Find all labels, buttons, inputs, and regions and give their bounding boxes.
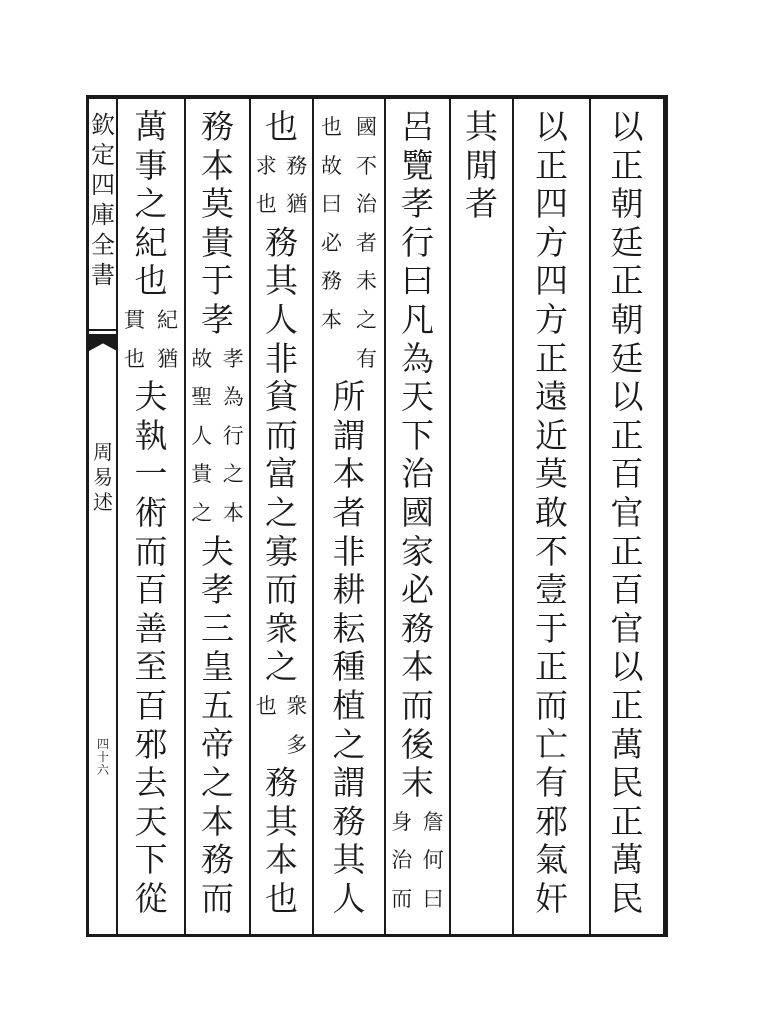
annotation-left xyxy=(118,301,151,378)
main-character: 夫 xyxy=(134,377,168,417)
annotation-right xyxy=(282,687,313,764)
main-character: 近 xyxy=(535,415,568,455)
margin-character: 十 xyxy=(96,750,109,764)
main-character: 廷 xyxy=(610,338,644,378)
text-column-8 xyxy=(118,96,184,936)
main-character: 方 xyxy=(535,300,568,339)
annotation-character: 故 xyxy=(191,346,213,371)
margin-character: 述 xyxy=(93,490,113,514)
main-character: 治 xyxy=(401,454,434,494)
main-character: 也 xyxy=(265,878,298,918)
annotation-character: 紀 xyxy=(157,308,178,332)
main-character: 去 xyxy=(134,763,168,803)
main-character: 也 xyxy=(265,107,298,146)
main-character: 于 xyxy=(535,608,568,648)
annotation-character: 多 xyxy=(286,732,308,757)
main-character: 貴 xyxy=(201,222,234,262)
main-character: 正 xyxy=(610,801,644,841)
main-character: 正 xyxy=(610,531,644,571)
main-character: 官 xyxy=(610,493,644,532)
main-character: 孝 xyxy=(401,184,434,224)
main-character: 萬 xyxy=(610,724,644,764)
annotation-character: 之 xyxy=(356,308,377,332)
annotation xyxy=(118,301,184,378)
text-column-1 xyxy=(591,96,663,936)
fish-tail-rule xyxy=(89,329,117,331)
main-character: 其 xyxy=(265,801,298,841)
main-character: 于 xyxy=(201,261,234,301)
main-character: 朝 xyxy=(610,184,644,224)
text-column-2 xyxy=(514,96,589,936)
main-character: 而 xyxy=(134,531,168,571)
main-character: 也 xyxy=(134,261,168,301)
main-character: 而 xyxy=(201,878,234,918)
main-character: 孝 xyxy=(201,300,234,339)
main-character: 後 xyxy=(401,724,434,764)
main-character: 夫 xyxy=(201,531,234,571)
main-character: 呂 xyxy=(401,107,434,146)
annotation-character: 求 xyxy=(255,153,277,178)
main-character: 術 xyxy=(134,492,168,532)
volume-title xyxy=(89,440,117,515)
main-character: 家 xyxy=(401,531,434,571)
main-character: 者 xyxy=(465,184,498,224)
annotation-character: 也 xyxy=(255,694,277,718)
main-character: 正 xyxy=(610,415,644,455)
main-character: 正 xyxy=(610,261,644,301)
main-character: 務 xyxy=(265,222,298,262)
main-character: 事 xyxy=(134,145,168,185)
main-character: 植 xyxy=(332,685,366,725)
main-character: 四 xyxy=(535,184,568,224)
main-character: 敢 xyxy=(535,493,568,532)
main-character: 務 xyxy=(265,763,298,803)
annotation-character: 何 xyxy=(422,848,444,873)
main-character: 而 xyxy=(265,415,298,455)
main-character: 五 xyxy=(201,685,234,725)
main-character: 而 xyxy=(401,686,434,725)
annotation-character: 本 xyxy=(321,308,342,332)
main-character: 之 xyxy=(201,763,234,803)
main-character: 所 xyxy=(332,377,366,417)
main-character: 一 xyxy=(134,454,168,494)
annotation-character: 曰 xyxy=(422,886,444,911)
main-character: 而 xyxy=(265,570,298,610)
main-character: 孝 xyxy=(201,570,234,610)
annotation-right xyxy=(418,803,450,919)
main-character: 種 xyxy=(332,647,366,687)
annotation-character: 行 xyxy=(222,423,244,448)
main-text xyxy=(386,108,449,803)
annotation-character: 貴 xyxy=(191,462,213,487)
annotation-character: 國 xyxy=(356,115,377,139)
main-character: 壹 xyxy=(535,570,568,610)
annotation-character: 貫 xyxy=(124,308,145,332)
main-character: 以 xyxy=(535,107,568,146)
main-character: 朝 xyxy=(610,300,644,339)
main-text xyxy=(186,108,249,340)
main-character: 其 xyxy=(265,261,298,301)
main-character: 萬 xyxy=(610,840,644,880)
main-character: 人 xyxy=(332,878,366,918)
main-character: 謂 xyxy=(332,763,366,803)
main-character: 邪 xyxy=(134,724,168,764)
margin-character: 欽 xyxy=(91,111,115,139)
main-character: 本 xyxy=(265,840,298,880)
main-text xyxy=(591,108,663,919)
main-text xyxy=(118,108,184,301)
main-character: 正 xyxy=(535,338,568,378)
main-character: 人 xyxy=(265,299,298,339)
annotation-character: 之 xyxy=(191,500,213,525)
main-character: 行 xyxy=(401,222,434,262)
annotation-character: 務 xyxy=(286,153,308,178)
main-character: 務 xyxy=(332,801,366,841)
margin-character: 易 xyxy=(93,465,113,489)
main-character: 善 xyxy=(134,608,168,648)
main-character: 衆 xyxy=(265,608,298,648)
annotation-character: 孝 xyxy=(222,346,244,371)
main-character: 天 xyxy=(134,801,168,841)
annotation-character: 猶 xyxy=(157,346,178,371)
main-text xyxy=(118,378,184,918)
main-character: 末 xyxy=(401,763,434,803)
main-character: 本 xyxy=(201,145,234,185)
main-character: 三 xyxy=(201,608,234,648)
annotation-character: 治 xyxy=(391,848,413,873)
main-character: 遠 xyxy=(535,377,568,417)
main-text xyxy=(251,108,312,147)
book-title xyxy=(89,110,117,290)
main-character: 其 xyxy=(332,840,366,880)
main-character: 本 xyxy=(332,454,366,494)
annotation-character: 故 xyxy=(321,153,342,178)
main-character: 以 xyxy=(610,377,644,417)
main-character: 耘 xyxy=(332,608,366,648)
annotation-character: 者 xyxy=(356,230,377,255)
margin-character: 周 xyxy=(93,440,113,464)
main-character: 百 xyxy=(610,454,644,494)
annotation-left xyxy=(186,340,218,533)
text-column-5 xyxy=(314,96,384,936)
annotation-right xyxy=(218,340,250,533)
main-character: 奸 xyxy=(535,879,568,918)
main-text xyxy=(451,108,512,224)
main-character: 凡 xyxy=(401,300,434,339)
annotation-character: 而 xyxy=(391,886,413,911)
main-character: 從 xyxy=(134,878,168,918)
main-character: 務 xyxy=(401,608,434,648)
main-character: 莫 xyxy=(201,184,234,224)
main-character: 非 xyxy=(265,338,298,378)
main-character: 百 xyxy=(134,685,168,725)
annotation xyxy=(314,108,384,378)
main-character: 正 xyxy=(535,145,568,185)
main-character: 廷 xyxy=(610,222,644,262)
annotation-character: 聖 xyxy=(191,385,213,410)
annotation-character: 為 xyxy=(222,385,244,410)
annotation xyxy=(251,147,312,224)
main-character: 其 xyxy=(465,107,498,146)
main-character: 民 xyxy=(610,763,644,803)
margin-character: 書 xyxy=(91,261,115,289)
annotation xyxy=(386,803,449,919)
margin-character: 四 xyxy=(91,171,115,199)
margin-character: 六 xyxy=(96,763,109,777)
annotation-character: 也 xyxy=(124,346,145,371)
page-number xyxy=(89,738,117,777)
main-character: 之 xyxy=(265,647,298,687)
text-column-6 xyxy=(251,96,312,936)
main-character: 國 xyxy=(401,493,434,532)
annotation-right xyxy=(151,301,184,378)
annotation-left xyxy=(251,687,282,764)
annotation-character: 也 xyxy=(255,192,277,217)
main-character: 邪 xyxy=(535,801,568,841)
annotation-character: 身 xyxy=(391,809,413,834)
annotation-character: 必 xyxy=(321,230,342,255)
main-character: 以 xyxy=(610,107,644,146)
main-character: 正 xyxy=(610,686,644,725)
main-character: 萬 xyxy=(134,107,168,146)
main-character: 曰 xyxy=(401,261,434,301)
main-character: 正 xyxy=(535,647,568,687)
annotation-left xyxy=(251,147,282,224)
text-column-7 xyxy=(186,96,249,936)
annotation-character: 衆 xyxy=(286,694,308,718)
annotation-character: 猶 xyxy=(286,192,308,217)
annotation xyxy=(186,340,249,533)
main-character: 寡 xyxy=(265,531,298,571)
main-character: 四 xyxy=(535,261,568,301)
main-character: 執 xyxy=(134,415,168,455)
main-character: 富 xyxy=(265,454,298,494)
main-character: 之 xyxy=(265,492,298,532)
main-text xyxy=(514,108,589,919)
main-character: 下 xyxy=(401,415,434,455)
annotation-left xyxy=(386,803,418,919)
annotation-character: 有 xyxy=(356,346,377,371)
main-character: 不 xyxy=(535,531,568,571)
main-character: 下 xyxy=(134,840,168,880)
main-character: 民 xyxy=(610,879,644,918)
main-character: 必 xyxy=(401,570,434,610)
annotation-character: 詹 xyxy=(422,809,444,834)
main-character: 謂 xyxy=(332,415,366,455)
annotation-character: 也 xyxy=(321,115,342,139)
main-character: 紀 xyxy=(134,222,168,262)
main-text xyxy=(251,224,312,687)
annotation-right xyxy=(282,147,313,224)
main-character: 帝 xyxy=(201,724,234,764)
annotation xyxy=(251,687,312,764)
main-character: 之 xyxy=(134,184,168,224)
main-character: 本 xyxy=(201,801,234,841)
annotation-character: 治 xyxy=(356,192,377,217)
main-character: 務 xyxy=(201,107,234,146)
main-character: 天 xyxy=(401,377,434,417)
annotation-character: 未 xyxy=(356,269,377,294)
main-character: 閒 xyxy=(465,145,498,185)
main-character: 百 xyxy=(134,570,168,610)
main-character: 正 xyxy=(610,145,644,185)
text-column-4 xyxy=(386,96,449,936)
main-character: 官 xyxy=(610,608,644,648)
main-character: 莫 xyxy=(535,454,568,494)
text-column-3 xyxy=(451,96,512,936)
main-character: 以 xyxy=(610,647,644,687)
main-character: 非 xyxy=(332,531,366,571)
annotation-character: 曰 xyxy=(321,192,342,217)
main-text xyxy=(314,378,384,918)
main-character: 百 xyxy=(610,570,644,610)
main-character: 而 xyxy=(535,686,568,725)
margin-character: 全 xyxy=(91,231,115,259)
main-character: 者 xyxy=(332,492,366,532)
main-text xyxy=(186,533,249,919)
main-character: 之 xyxy=(332,724,366,764)
main-character: 本 xyxy=(401,647,434,687)
margin-character: 定 xyxy=(91,141,115,169)
annotation-character: 不 xyxy=(356,153,377,178)
main-character: 亡 xyxy=(535,724,568,764)
main-character: 氣 xyxy=(535,840,568,880)
annotation-character: 本 xyxy=(222,500,244,525)
main-character: 務 xyxy=(201,840,234,880)
margin-character: 四 xyxy=(96,737,109,751)
main-character: 皇 xyxy=(201,647,234,687)
annotation-character: 務 xyxy=(321,269,342,294)
annotation-left xyxy=(314,108,349,378)
main-character: 為 xyxy=(401,338,434,378)
main-character: 貧 xyxy=(265,377,298,417)
main-character: 方 xyxy=(535,222,568,262)
main-text xyxy=(251,764,312,918)
annotation-right xyxy=(349,108,384,378)
main-character: 有 xyxy=(535,763,568,803)
margin-character: 庫 xyxy=(91,201,115,229)
annotation-character: 之 xyxy=(222,462,244,487)
annotation-character: 人 xyxy=(191,423,213,448)
main-character: 耕 xyxy=(332,570,366,610)
main-character: 覽 xyxy=(401,145,434,185)
main-character: 至 xyxy=(134,647,168,687)
